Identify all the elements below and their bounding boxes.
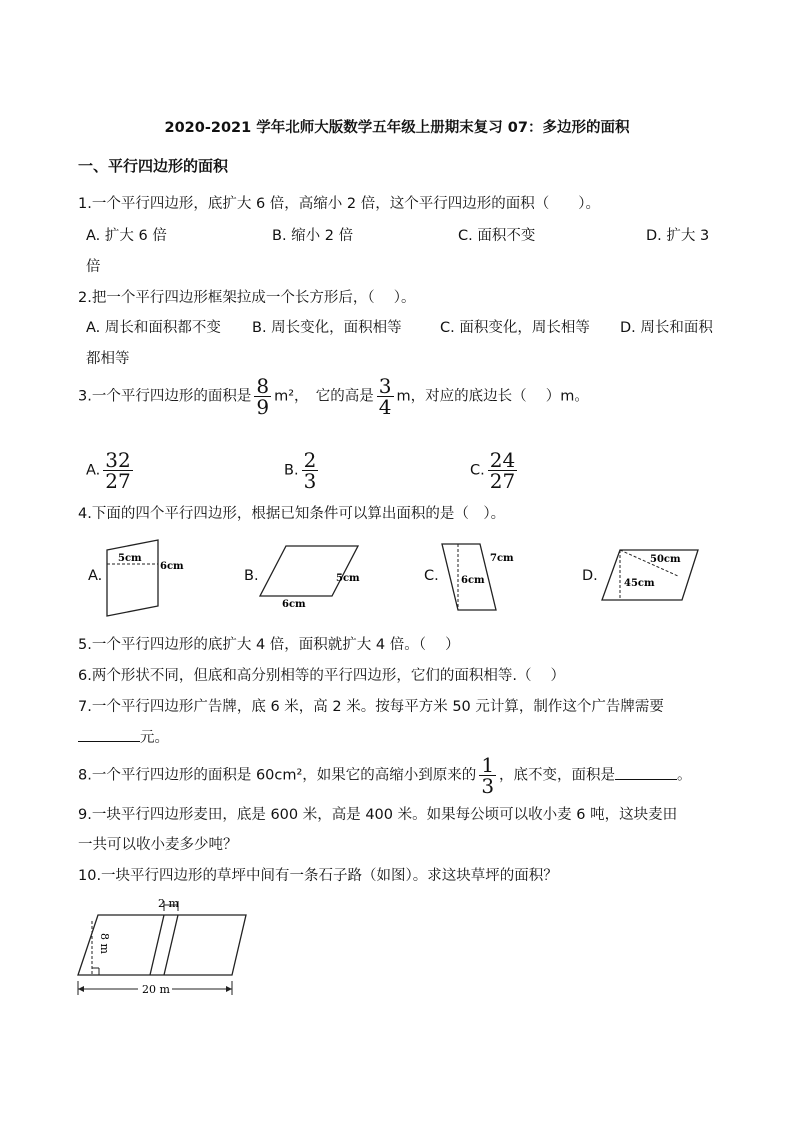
q1-option-a: A. 扩大 6 倍 [86,228,167,244]
q4-b-side-label: 5cm [336,573,360,584]
q4-option-c-label: C. [424,568,439,584]
q3-text-pre: 3.一个平行四边形的面积是 [78,388,252,405]
q10-path-width-label: 2 m [158,897,179,910]
q1-option-d-wrap: 倍 [86,259,101,275]
q10-stem: 10.一块平行四边形的草坪中间有一条石子路（如图）。求这块草坪的面积？ [78,868,558,884]
q7-line1: 7.一个平行四边形广告牌，底 6 米，高 2 米。按每平方米 50 元计算，制作这个广告牌需要 [78,699,664,715]
q4-stem: 4.下面的四个平行四边形，根据已知条件可以算出面积的是（ ）。 [78,506,506,522]
q5-stem: 5.一个平行四边形的底扩大 4 倍，面积就扩大 4 倍。（ ） [78,637,460,653]
q4-figure-c [438,536,518,616]
q10-height-label: 8 m [98,933,111,954]
q4-figure-a [100,536,195,622]
q1-option-d: D. 扩大 3 [646,228,710,244]
q1-option-c: C. 面积不变 [458,228,536,244]
q3-height-fraction: $\frac{3}{4}$ [378,374,392,419]
q4-d-diag-label: 50cm [650,554,681,565]
q3-area-unit: m² [274,388,295,405]
q2-option-d: D. 周长和面积 [620,320,713,336]
q4-a-height-label: 5cm [118,553,142,564]
q2-stem: 2.把一个平行四边形框架拉成一个长方形后，（ ）。 [78,290,416,306]
q10-base-label: 20 m [142,983,170,996]
q7-answer-blank[interactable] [78,727,140,742]
q2-option-c: C. 面积变化，周长相等 [440,320,590,336]
q4-figure-b [258,540,368,612]
q10-figure [70,893,255,998]
q4-figure-d [598,542,708,608]
q4-c-height-label: 6cm [461,575,485,586]
q9-line2: 一共可以收小麦多少吨？ [78,837,238,853]
q1-option-b: B. 缩小 2 倍 [272,228,354,244]
q8-fraction: $\frac{1}{3}$ [481,753,495,798]
q3-option-a: A. $\frac{32}{27}$ [86,448,131,493]
q4-option-b-label: B. [244,568,259,584]
section-heading: 一、平行四边形的面积 [78,157,229,175]
q4-b-base-label: 6cm [282,599,306,610]
q3-area-fraction: $\frac{8}{9}$ [256,374,270,419]
q3-text-post: m，对应的底边长（ ）m。 [396,388,589,405]
q3-option-b: B. $\frac{2}{3}$ [284,448,317,493]
q4-option-a-label: A. [88,568,103,584]
q2-option-d-wrap: 都相等 [86,351,130,367]
q4-option-d-label: D. [582,568,598,584]
q4-c-side-label: 7cm [490,553,514,564]
q1-stem: 1.一个平行四边形，底扩大 6 倍，高缩小 2 倍，这个平行四边形的面积（ ）。 [78,196,600,212]
q4-a-side-label: 6cm [160,561,184,572]
q2-option-a: A. 周长和面积都不变 [86,320,221,336]
q2-option-b: B. 周长变化，面积相等 [252,320,402,336]
q8-stem: 8.一个平行四边形的面积是 60cm²，如果它的高缩小到原来的 $\frac{1}{3}$ ，底不变，面积是 。 [78,753,692,798]
q7-line2: 元。 [78,726,169,747]
q4-d-height-label: 45cm [624,578,655,589]
page-title: 2020-2021 学年北师大版数学五年级上册期末复习 07：多边形的面积 [164,120,630,136]
q3-stem [78,376,589,417]
q8-answer-blank[interactable] [615,765,677,780]
q3-option-c: C. $\frac{24}{27}$ [470,448,516,493]
q6-stem: 6.两个形状不同，但底和高分别相等的平行四边形，它们的面积相等.（ ） [78,668,566,684]
q3-text-mid: ， 它的高是 [294,388,374,405]
q9-line1: 9.一块平行四边形麦田，底是 600 米，高是 400 米。如果每公顷可以收小麦 6 吨，这块麦田 [78,807,678,823]
